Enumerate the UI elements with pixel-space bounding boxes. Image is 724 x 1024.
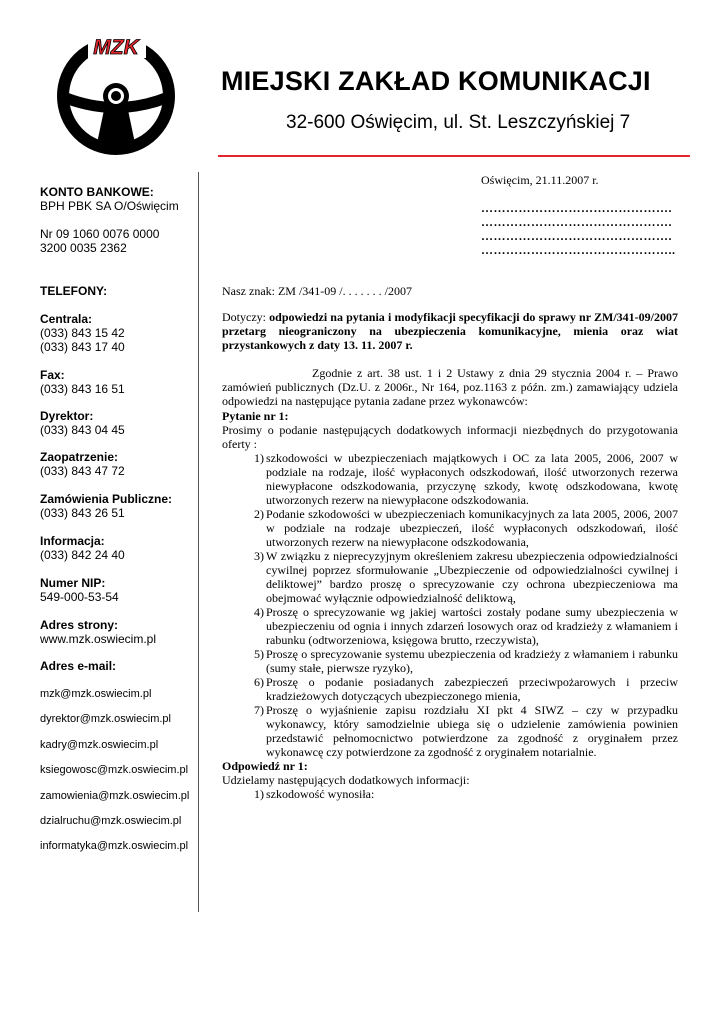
question-1-heading: Pytanie nr 1: — [222, 409, 289, 423]
procurement-phone: (033) 843 26 51 — [40, 506, 125, 520]
list-number: 1) — [254, 787, 264, 801]
list-number: 4) — [254, 605, 264, 619]
reference-number: Nasz znak: ZM /341-09 /. . . . . . . /2007 — [222, 284, 412, 298]
subject — [222, 310, 678, 352]
list-number: 2) — [254, 507, 264, 521]
fax-number: (033) 843 16 51 — [40, 382, 125, 396]
subject-prefix: Dotyczy: — [222, 310, 270, 324]
list-number: 1) — [254, 451, 264, 465]
info-label: Informacja: — [40, 534, 105, 548]
director-label: Dyrektor: — [40, 409, 94, 423]
recipient-address-line: ………………………………………. — [481, 229, 672, 243]
nip-label: Numer NIP: — [40, 576, 106, 590]
sidebar-divider — [198, 172, 199, 912]
bank-label: KONTO BANKOWE: — [40, 185, 154, 199]
director-phone: (033) 843 04 45 — [40, 423, 125, 437]
supply-phone: (033) 843 47 72 — [40, 464, 125, 478]
list-text: W związku z nieprecyzyjnym określeniem zakresu ubezpieczenia odpowiedzialności cywilnej poprzez sformułowanie „Ubezpieczenie od odpowiedzialności cywilnej i deliktowej” bardzo proszę o sprecyzowanie czy ochrona ubezpieczeniowa ma obejmować wyłącznie odpowiedzialność deliktową, — [266, 549, 678, 605]
email-link[interactable]: kadry@mzk.oswiecim.pl — [40, 739, 159, 751]
recipient-address-line: ………………………………………. — [481, 215, 672, 229]
fax-label: Fax: — [40, 368, 65, 382]
email-label: Adres e-mail: — [40, 659, 117, 673]
answer-1-intro: Udzielamy następujących dodatkowych informacji: — [222, 773, 470, 787]
letter-date: Oświęcim, 21.11.2007 r. — [481, 173, 599, 187]
list-text: szkodowość wynosiła: — [266, 787, 375, 801]
list-text: Proszę o wyjaśnienie zapisu rozdziału XI pkt 4 SIWZ – czy w przypadku wykonawcy, który samodzielnie ubiega się o udzielenie zamówienia powinien przedstawić pełnomocnictwo potwierdzone za zgodność z oryginałem przez wykonawcę czy potwierdzone za zgodność z oryginałem notarialnie. — [266, 703, 678, 759]
recipient-address-line: ………………………………………. — [481, 201, 672, 215]
list-text: Proszę o sprecyzowanie wg jakiej wartości zostały podane sumy ubezpieczenia w ubezpieczeniu od ognia i innych zdarzeń losowych oraz od kradzieży z włamaniem i rabunku (odtworzeniowa, księgowa brutto, rzeczywista), — [266, 605, 678, 647]
logo-text: MZK — [93, 36, 139, 59]
header-divider — [218, 155, 690, 157]
subject-text: odpowiedzi na pytania i modyfikacji specyfikacji do sprawy nr ZM/341-09/2007 przetarg nieograniczony na ubezpieczenia komunikacyjne, mienia oraz wiat przystankowych z daty 13. 11. 2007 r. — [222, 310, 678, 352]
list-text: szkodowości w ubezpieczeniach majątkowych i OC za lata 2005, 2006, 2007 w podziale na rodzaje, ilość wypłaconych odszkodowań, ilość utworzonych rezerwa niewypłacone odszkodowania, przyczynę szkody, kwotę odszkodowana, kwotę utworzonych rezerw na niewypłacone odszkodowania. — [266, 451, 678, 507]
recipient-address-line: ……………………………………….. — [481, 243, 676, 257]
supply-label: Zaopatrzenie: — [40, 450, 119, 464]
nip-number: 549-000-53-54 — [40, 590, 119, 604]
central-label: Centrala: — [40, 312, 93, 326]
info-phone: (033) 842 24 40 — [40, 548, 125, 562]
central-phone-1: (033) 843 15 42 — [40, 326, 125, 340]
email-link[interactable]: ksiegowosc@mzk.oswiecim.pl — [40, 764, 189, 776]
email-link[interactable]: dyrektor@mzk.oswiecim.pl — [40, 713, 171, 725]
list-text: Podanie szkodowości w ubezpieczeniach komunikacyjnych za lata 2005, 2006, 2007 w podziale na rodzaje ubezpieczeń, ilość wypłaconych odszkodowań, ilość utworzonych rezerw na niewypłacone odszkodowania, — [266, 507, 678, 549]
list-number: 3) — [254, 549, 264, 563]
list-text: Proszę o podanie posiadanych zabezpieczeń przeciwpożarowych i przeciw kradzieżowych dotyczących ubezpieczonego mienia, — [266, 675, 678, 703]
email-link[interactable]: mzk@mzk.oswiecim.pl — [40, 688, 152, 700]
email-link[interactable]: dzialruchu@mzk.oswiecim.pl — [40, 815, 182, 827]
account-line-1: Nr 09 1060 0076 0000 — [40, 227, 160, 241]
web-link[interactable]: www.mzk.oswiecim.pl — [40, 632, 157, 646]
answer-1-heading: Odpowiedź nr 1: — [222, 759, 308, 773]
mzk-logo — [52, 34, 182, 164]
email-link[interactable]: zamowienia@mzk.oswiecim.pl — [40, 790, 190, 802]
bank-name: BPH PBK SA O/Oświęcim — [40, 199, 179, 213]
company-address: 32-600 Oświęcim, ul. St. Leszczyńskiej 7 — [286, 112, 631, 133]
procurement-label: Zamówienia Publiczne: — [40, 492, 173, 506]
phones-label: TELEFONY: — [40, 284, 108, 298]
company-title: MIEJSKI ZAKŁAD KOMUNIKACJI — [221, 66, 651, 96]
question-1-intro: Prosimy o podanie następujących dodatkowych informacji niezbędnych do przygotowania oferty : — [222, 423, 678, 451]
list-number: 5) — [254, 647, 264, 661]
intro-paragraph: Zgodnie z art. 38 ust. 1 i 2 Ustawy z dnia 29 stycznia 2004 r. – Prawo zamówień publicznych (Dz.U. z 2006r., Nr 164, poz.1163 z późn. zm.) zamawiający udziela odpowiedzi na następujące pytania zadane przez wykonawców: — [222, 366, 678, 408]
web-label: Adres strony: — [40, 618, 119, 632]
list-number: 7) — [254, 703, 264, 717]
account-line-2: 3200 0035 2362 — [40, 241, 127, 255]
list-text: Proszę o sprecyzowanie systemu ubezpieczenia od kradzieży z włamaniem i rabunku (sumy stałe, pierwsze ryzyko), — [266, 647, 678, 675]
central-phone-2: (033) 843 17 40 — [40, 340, 125, 354]
list-number: 6) — [254, 675, 264, 689]
email-link[interactable]: informatyka@mzk.oswiecim.pl — [40, 840, 189, 852]
